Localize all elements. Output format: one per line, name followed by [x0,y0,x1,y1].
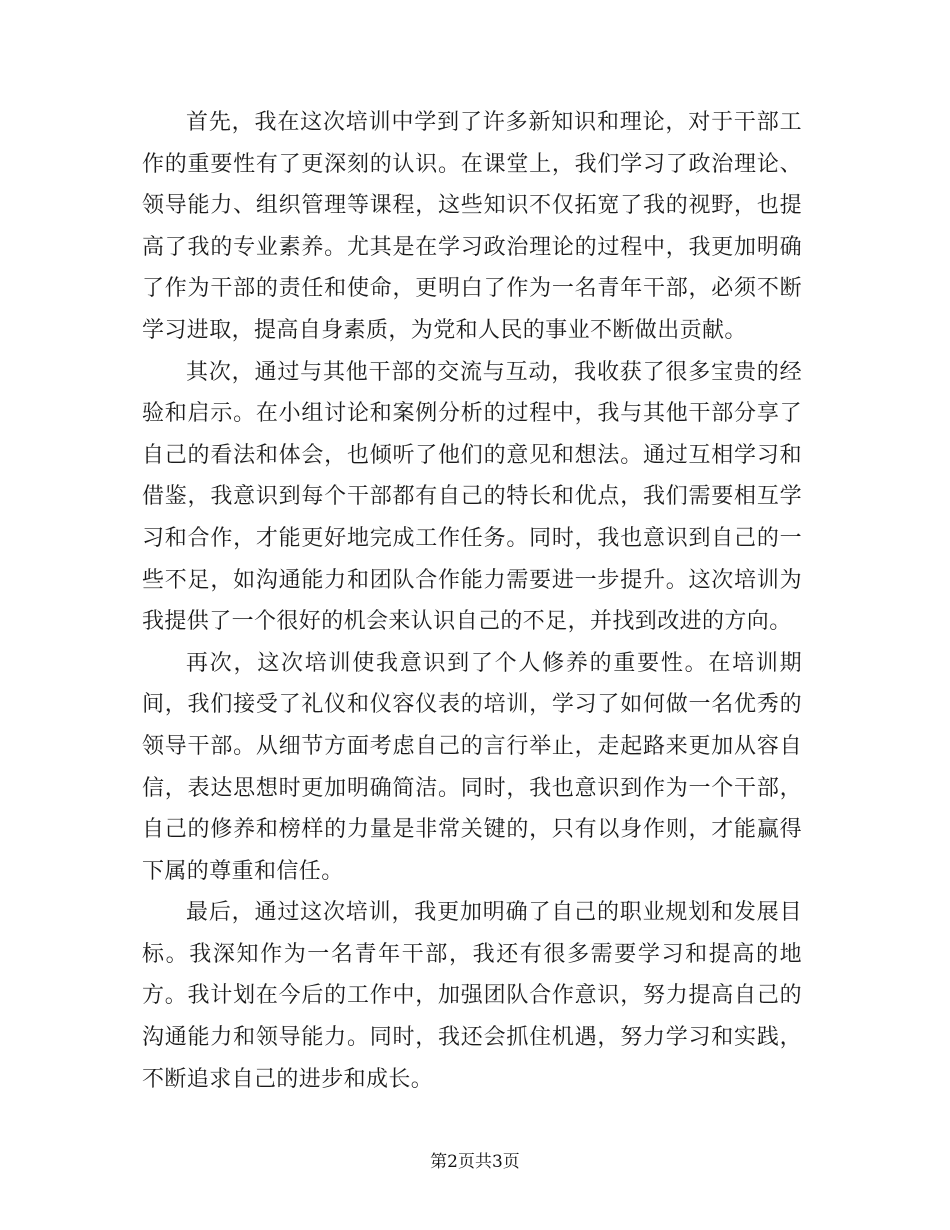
paragraph-2: 其次，通过与其他干部的交流与互动，我收获了很多宝贵的经验和启示。在小组讨论和案例分析的过程中，我与其他干部分享了自己的看法和体会，也倾听了他们的意见和想法。通过互相学习和借鉴，我意识到每个干部都有自己的特长和优点，我们需要相互学习和合作，才能更好地完成工作任务。同时，我也意识到自己的一些不足，如沟通能力和团队合作能力需要进一步提升。这次培训为我提供了一个很好的机会来认识自己的不足，并找到改进的方向。 [142,359,802,635]
paragraph-4: 最后，通过这次培训，我更加明确了自己的职业规划和发展目标。我深知作为一名青年干部，我还有很多需要学习和提高的地方。我计划在今后的工作中，加强团队合作意识，努力提高自己的沟通能力和领导能力。同时，我还会抓住机遇，努力学习和实践，不断追求自己的进步和成长。 [142,900,802,1092]
document-body [142,102,802,1100]
paragraph-1: 首先，我在这次培训中学到了许多新知识和理论，对于干部工作的重要性有了更深刻的认识。在课堂上，我们学习了政治理论、领导能力、组织管理等课程，这些知识不仅拓宽了我的视野，也提高了我的专业素养。尤其是在学习政治理论的过程中，我更加明确了作为干部的责任和使命，更明白了作为一名青年干部，必须不断学习进取，提高自身素质，为党和人民的事业不断做出贡献。 [142,110,802,343]
page-number-footer: 第2页共3页 [430,1152,520,1172]
paragraph-3: 再次，这次培训使我意识到了个人修养的重要性。在培训期间，我们接受了礼仪和仪容仪表的培训，学习了如何做一名优秀的领导干部。从细节方面考虑自己的言行举止，走起路来更加从容自信，表达思想时更加明确简洁。同时，我也意识到作为一个干部，自己的修养和榜样的力量是非常关键的，只有以身作则，才能赢得下属的尊重和信任。 [142,650,802,884]
